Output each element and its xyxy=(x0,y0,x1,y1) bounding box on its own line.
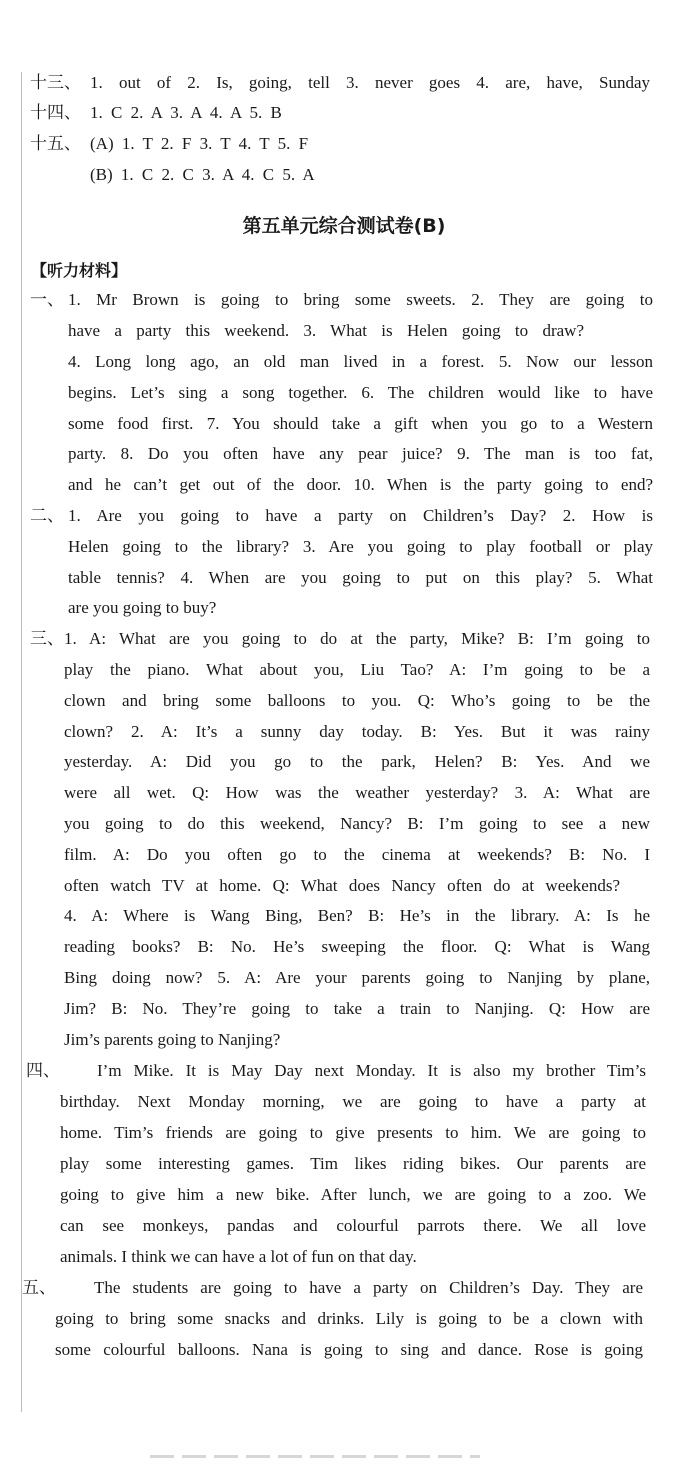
s1-line: begins. Let’s sing a song together. 6. The children would like to have xyxy=(68,383,653,402)
answer-row-15a: (A) 1. T 2. F 3. T 4. T 5. F xyxy=(90,134,309,153)
s1-label: 一、 xyxy=(30,290,64,310)
s1-line: and he can’t get out of the door. 10. When is the party going to end? xyxy=(68,475,653,494)
s4-line: play some interesting games. Tim likes riding bikes. Our parents are xyxy=(60,1154,646,1173)
s4-line: going to give him a new bike. After lunch, we are going to a zoo. We xyxy=(60,1185,646,1204)
answer-row-13: 1. out of 2. Is, going, tell 3. never goes 4. are, have, Sunday xyxy=(90,73,650,92)
section-heading: 【听力材料】 xyxy=(31,261,128,280)
s3-line: clown? 2. A: It’s a sunny day today. B: Yes. But it was rainy xyxy=(64,722,650,741)
left-margin-rule xyxy=(21,72,22,1412)
s1-line: party. 8. Do you often have any pear juice? 9. The man is too fat, xyxy=(68,444,653,463)
s1-line: 4. Long long ago, an old man lived in a forest. 5. Now our lesson xyxy=(68,352,653,371)
s3-line: were all wet. Q: How was the weather yesterday? 3. A: What are xyxy=(64,783,650,802)
answer-row-15b: (B) 1. C 2. C 3. A 4. C 5. A xyxy=(90,165,315,184)
s1-line: some food first. 7. You should take a gift when you go to a Western xyxy=(68,414,653,433)
page-title: 第五单元综合测试卷(B) xyxy=(242,215,446,237)
s3-line: film. A: Do you often go to the cinema at weekends? B: No. I xyxy=(64,845,650,864)
s3-line: Bing doing now? 5. A: Are your parents going to Nanjing by plane, xyxy=(64,968,650,987)
s4-line: I’m Mike. It is May Day next Monday. It is also my brother Tim’s xyxy=(97,1061,646,1080)
s5-line: The students are going to have a party on Children’s Day. They are xyxy=(94,1278,643,1297)
s2-line: Helen going to the library? 3. Are you going to play football or play xyxy=(68,537,653,556)
s3-line: clown and bring some balloons to you. Q: Who’s going to be the xyxy=(64,691,650,710)
s1-line: have a party this weekend. 3. What is Helen going to draw? xyxy=(68,321,584,340)
s2-line: 1. Are you going to have a party on Children’s Day? 2. How is xyxy=(68,506,653,525)
s3-line: Jim’s parents going to Nanjing? xyxy=(64,1030,281,1049)
s3-line: yesterday. A: Did you go to the park, Helen? B: Yes. And we xyxy=(64,752,650,771)
s3-line: 1. A: What are you going to do at the party, Mike? B: I’m going to xyxy=(64,629,650,648)
s3-line: often watch TV at home. Q: What does Nancy often do at weekends? xyxy=(64,876,620,895)
s3-line: Jim? B: No. They’re going to take a train to Nanjing. Q: How are xyxy=(64,999,650,1018)
answer-label-13: 十三、 xyxy=(30,73,81,93)
answer-row-14: 1. C 2. A 3. A 4. A 5. B xyxy=(90,103,282,122)
s2-label: 二、 xyxy=(30,506,64,526)
s4-line: animals. I think we can have a lot of fun on that day. xyxy=(60,1247,417,1266)
answer-label-14: 十四、 xyxy=(30,103,81,123)
bottom-scan-marks xyxy=(150,1455,480,1458)
s3-label: 三、 xyxy=(30,629,64,649)
s5-line: some colourful balloons. Nana is going to sing and dance. Rose is going xyxy=(55,1340,643,1359)
s5-label: 五、 xyxy=(22,1278,56,1298)
s3-line: 4. A: Where is Wang Bing, Ben? B: He’s in the library. A: Is he xyxy=(64,906,650,925)
s1-line: 1. Mr Brown is going to bring some sweets. 2. They are going to xyxy=(68,290,653,309)
answer-label-15: 十五、 xyxy=(30,134,81,154)
s4-label: 四、 xyxy=(26,1061,60,1081)
s3-line: reading books? B: No. He’s sweeping the floor. Q: What is Wang xyxy=(64,937,650,956)
s4-line: home. Tim’s friends are going to give presents to him. We are going to xyxy=(60,1123,646,1142)
s4-line: can see monkeys, pandas and colourful parrots there. We all love xyxy=(60,1216,646,1235)
s5-line: going to bring some snacks and drinks. Lily is going to be a clown with xyxy=(55,1309,643,1328)
s3-line: you going to do this weekend, Nancy? B: I’m going to see a new xyxy=(64,814,650,833)
s4-line: birthday. Next Monday morning, we are going to have a party at xyxy=(60,1092,646,1111)
s2-line: are you going to buy? xyxy=(68,598,217,617)
s2-line: table tennis? 4. When are you going to put on this play? 5. What xyxy=(68,568,653,587)
s3-line: play the piano. What about you, Liu Tao? A: I’m going to be a xyxy=(64,660,650,679)
